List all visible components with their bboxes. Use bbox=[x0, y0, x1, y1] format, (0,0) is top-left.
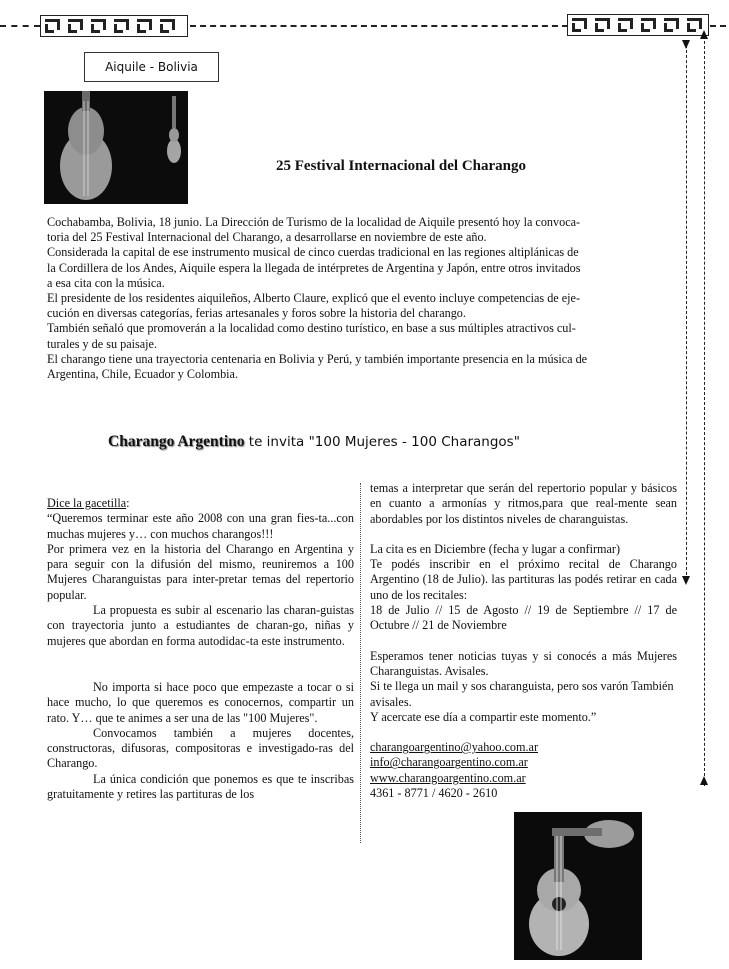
column-divider bbox=[360, 483, 361, 843]
paragraph: Y acercate ese día a compartir este momento.” bbox=[370, 709, 597, 724]
article-line: la Cordillera de los Andes, Aiquile espera la llegada de intérpretes de Argentina y Japón, entre otros invitados bbox=[47, 260, 581, 275]
paragraph: No importa si hace poco que empezaste a tocar o si hace mucho, lo que queremos es conocernos, compartir un rato. Y… que te animes a ser una de las "100 Mujeres". bbox=[47, 679, 354, 725]
paragraph: Convocamos también a mujeres docentes, constructoras, difusoras, compositoras e investigado-ras del Charango. bbox=[47, 725, 354, 771]
heading-colon: : bbox=[126, 496, 130, 510]
paragraph: Por primera vez en la historia del Charango en Argentina y para seguir con la difusión del mismo, reuniremos a 100 Mujeres Charanguistas para inter-pretar temas del repertorio popular. bbox=[47, 541, 354, 602]
arrow-up-icon bbox=[700, 776, 708, 785]
top-dashed-border-right bbox=[710, 25, 726, 27]
paragraph: Te podés inscribir en el próximo recital de Charango Argentino (18 de Julio). las partituras las podés retirar en cada uno de los recitales: bbox=[370, 557, 677, 602]
charango-photo-top bbox=[44, 91, 188, 204]
greek-key-ornament-right bbox=[567, 14, 709, 36]
paragraph: Si te llega un mail y sos charanguista, pero sos varón También avisales. bbox=[370, 679, 674, 709]
greek-key-ornament-left bbox=[40, 15, 188, 37]
email-link[interactable]: charangoargentino@yahoo.com.ar bbox=[370, 740, 539, 755]
paragraph: Esperamos tener noticias tuyas y si conocés a más Mujeres Charanguistas. Avisales. bbox=[370, 648, 677, 678]
left-column bbox=[47, 496, 354, 802]
section-title bbox=[108, 433, 520, 451]
article-line: También señaló que promoverán a la localidad como destino turístico, en base a sus múltiples atractivos cul- bbox=[47, 321, 576, 336]
arrow-down-icon bbox=[682, 576, 690, 585]
paragraph: temas a interpretar que serán del repertorio popular y básicos en cuanto a armonías y ritmos,para que real-mente sean abordables por los distintos niveles de charanguistas. bbox=[370, 481, 677, 526]
top-dashed-border-left bbox=[0, 25, 40, 27]
charango-illustration bbox=[44, 91, 188, 204]
email-link[interactable]: info@charangoargentino.com.ar bbox=[370, 755, 528, 770]
article-line: El charango tiene una trayectoria centenaria en Bolivia y Perú, y también importante presencia en la música de bbox=[47, 351, 588, 366]
gacetilla-heading bbox=[47, 496, 354, 511]
brand-name: Charango Argentino bbox=[108, 433, 245, 450]
right-column bbox=[370, 481, 677, 801]
article-line: Argentina, Chile, Ecuador y Colombia. bbox=[47, 367, 239, 382]
top-dashed-border-middle bbox=[190, 25, 568, 27]
charango-illustration bbox=[514, 812, 642, 960]
article-line: toria del 25 Festival Internacional del Charango, a desarrollarse en noviembre de este año. bbox=[47, 230, 487, 245]
article-line: a esa cita con la música. bbox=[47, 275, 165, 290]
arrow-up-icon bbox=[700, 30, 708, 39]
section-title-rest: te invita "100 Mujeres - 100 Charangos" bbox=[244, 434, 520, 450]
article-line: turales y de su paisaje. bbox=[47, 336, 157, 351]
phone-numbers: 4361 - 8771 / 4620 - 2610 bbox=[370, 786, 498, 801]
article-line: cución en diversas categorías, ferias artesanales y foros sobre la historia del charango. bbox=[47, 306, 466, 321]
location-label: Aiquile - Bolivia bbox=[84, 52, 219, 82]
right-dashed-guide bbox=[704, 36, 705, 786]
paragraph: La propuesta es subir al escenario las charan-guistas con trayectoria junto a estudiantes de charan-go, niñas y mujeres que abordan en forma autodidac-ta este instrumento. bbox=[47, 603, 354, 648]
paragraph: 18 de Julio // 15 de Agosto // 19 de Septiembre // 17 de Octubre // 21 de Noviembre bbox=[370, 603, 677, 633]
paragraph: La única condición que ponemos es que te inscribas gratuitamente y retires las partituras de los bbox=[47, 771, 354, 802]
arrow-down-icon bbox=[682, 40, 690, 49]
article-line: Considerada la capital de ese instrumento musical de cinco cuerdas tradicional en las regiones altiplánicas de bbox=[47, 245, 579, 260]
article-line: Cochabamba, Bolivia, 18 junio. La Dirección de Turismo de la localidad de Aiquile presentó hoy la convoca- bbox=[47, 215, 581, 229]
charango-photo-bottom bbox=[514, 812, 642, 960]
article-title: 25 Festival Internacional del Charango bbox=[276, 158, 526, 174]
website-link[interactable]: www.charangoargentino.com.ar bbox=[370, 770, 526, 785]
gacetilla-heading-text: Dice la gacetilla bbox=[47, 496, 127, 510]
paragraph: La cita es en Diciembre (fecha y lugar a confirmar) bbox=[370, 541, 621, 556]
article-body bbox=[47, 215, 687, 382]
article-line: El presidente de los residentes aiquileños, Alberto Claure, explicó que el evento incluye competencias de eje- bbox=[47, 291, 581, 306]
paragraph: “Queremos terminar este año 2008 con una gran fies-ta...con muchas mujeres y… con muchos charangos!!! bbox=[47, 511, 354, 541]
